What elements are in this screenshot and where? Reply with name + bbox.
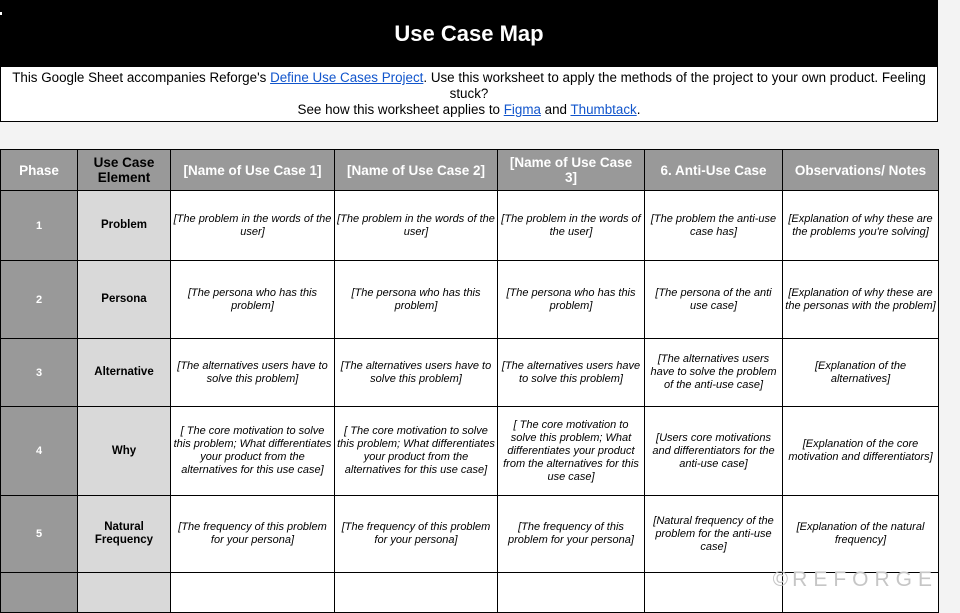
header-use-case-1[interactable]: [Name of Use Case 1] [171,150,335,191]
table-row [1,339,939,407]
table-cell[interactable]: [ The core motivation to solve this problem; What differentiates your product from the alternatives for this use case] [335,407,498,496]
table-cell[interactable]: [Explanation of the natural frequency] [783,496,939,573]
intro-text-part: . [636,102,641,117]
element-cell[interactable]: Problem [78,191,171,261]
intro-line-1 [1,70,937,102]
phase-cell[interactable]: 2 [1,261,78,339]
use-case-table [0,149,939,613]
reforge-watermark [773,568,938,592]
table-cell[interactable]: [The persona who has this problem] [498,261,645,339]
table-cell[interactable]: [The persona who has this problem] [171,261,335,339]
page-title: Use Case Map [394,20,544,46]
element-cell[interactable]: Why [78,407,171,496]
table-cell[interactable]: [The problem in the words of the user] [498,191,645,261]
intro-text-part: See how this worksheet applies to [297,102,504,117]
header-row [1,150,939,191]
table-cell[interactable]: [Explanation of the core motivation and differentiators] [783,407,939,496]
table-cell[interactable] [171,573,335,613]
table-cell[interactable]: [ The core motivation to solve this problem; What differentiates your product from the alternatives for this use case] [171,407,335,496]
header-use-case-element[interactable]: Use Case Element [78,150,171,191]
table-cell[interactable]: [Natural frequency of the problem for the anti-use case] [645,496,783,573]
intro-text [0,67,938,122]
table-cell[interactable]: [The frequency of this problem for your persona] [498,496,645,573]
table-cell[interactable]: [Explanation of the alternatives] [783,339,939,407]
header-phase[interactable]: Phase [1,150,78,191]
phase-cell[interactable]: 3 [1,339,78,407]
intro-text-part: and [540,102,571,117]
watermark-text: REFORGE [792,568,938,591]
table-cell[interactable]: [The alternatives users have to solve this problem] [171,339,335,407]
element-cell[interactable]: Persona [78,261,171,339]
table-cell[interactable]: [The problem in the words of the user] [335,191,498,261]
table-cell[interactable]: [The frequency of this problem for your persona] [171,496,335,573]
element-cell[interactable]: Natural Frequency [78,496,171,573]
table-cell[interactable]: [Explanation of why these are the problems you're solving] [783,191,939,261]
table-cell[interactable]: [The alternatives users have to solve this problem] [498,339,645,407]
phase-cell[interactable]: 1 [1,191,78,261]
header-anti-use-case[interactable]: 6. Anti-Use Case [645,150,783,191]
header-use-case-2[interactable]: [Name of Use Case 2] [335,150,498,191]
define-use-cases-link[interactable]: Define Use Cases Project [270,70,424,85]
header-observations-notes[interactable]: Observations/ Notes [783,150,939,191]
figma-link[interactable]: Figma [503,102,541,117]
table-cell[interactable]: [ The core motivation to solve this problem; What differentiates your product from the alternatives for this use case] [498,407,645,496]
table-cell[interactable] [498,573,645,613]
table-cell[interactable] [645,573,783,613]
table-row [1,407,939,496]
element-cell[interactable] [78,573,171,613]
sheet-title-bar [0,0,938,67]
table-cell[interactable]: [The alternatives users have to solve this problem] [335,339,498,407]
table-cell[interactable]: [The problem the anti-use case has] [645,191,783,261]
table-cell[interactable]: [Users core motivations and differentiators for the anti-use case] [645,407,783,496]
intro-text-part: This Google Sheet accompanies Reforge's [12,70,271,85]
table-row [1,496,939,573]
phase-cell[interactable]: 5 [1,496,78,573]
intro-line-2 [1,102,937,118]
copyright-icon: © [772,568,789,591]
phase-cell[interactable]: 4 [1,407,78,496]
phase-cell[interactable] [1,573,78,613]
table-cell[interactable]: [The alternatives users have to solve the problem of the anti-use case] [645,339,783,407]
thumbtack-link[interactable]: Thumbtack [570,102,637,117]
table-cell[interactable]: [The frequency of this problem for your persona] [335,496,498,573]
corner-mark [0,12,2,15]
table-cell[interactable]: [Explanation of why these are the personas with the problem] [783,261,939,339]
intro-text-part: . Use this worksheet to apply the methods of the project to your own product. Feeling stuck? [423,70,926,101]
table-cell[interactable] [335,573,498,613]
table-cell[interactable]: [The persona who has this problem] [335,261,498,339]
table-row [1,261,939,339]
table-cell[interactable]: [The persona of the anti use case] [645,261,783,339]
element-cell[interactable]: Alternative [78,339,171,407]
table-row [1,191,939,261]
header-use-case-3[interactable]: [Name of Use Case 3] [498,150,645,191]
table-cell[interactable]: [The problem in the words of the user] [171,191,335,261]
